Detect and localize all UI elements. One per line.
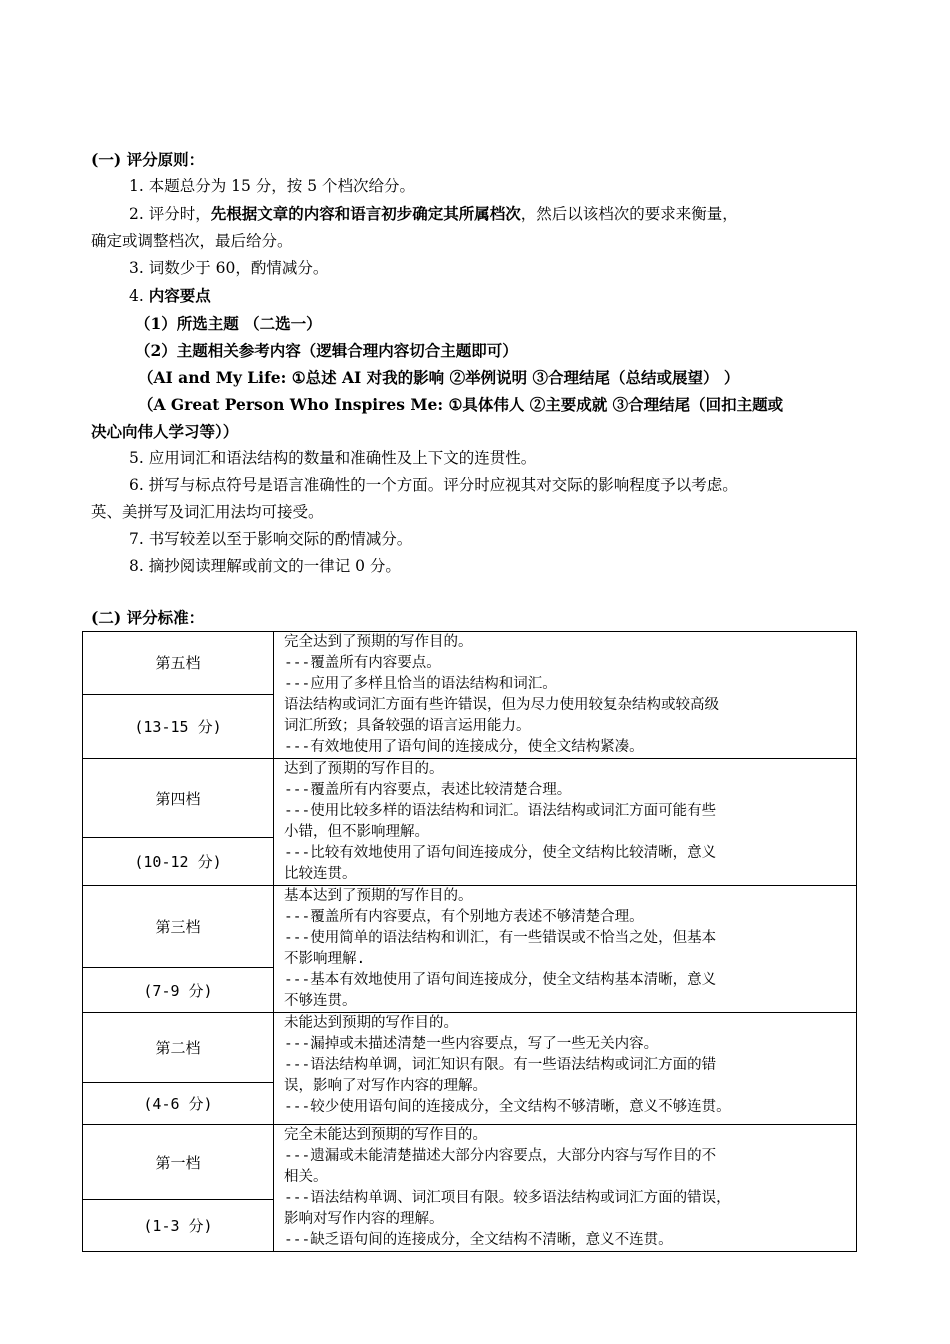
description-line: 未能达到预期的写作目的。 (284, 1015, 458, 1031)
description-line: ---较少使用语句间的连接成分，全文结构不够清晰，意义不够连贯。 (284, 1099, 731, 1115)
content-point-d: （A Great Person Who Inspires Me: ①具体伟人 ②主要成就 ③合理结尾（回扣主题或 (138, 395, 784, 414)
description-line: 语法结构或词汇方面有些许错误，但为尽力使用较复杂结构或较高级 (284, 697, 719, 713)
level-row (83, 1125, 857, 1200)
principle-4-num: 4. (129, 287, 149, 305)
level-score-range: (4-6 分) (83, 1083, 274, 1125)
description-line: 基本达到了预期的写作目的。 (284, 888, 473, 904)
level-row (83, 886, 857, 968)
content-point-d-cont: 决心向伟人学习等）） (91, 422, 239, 441)
level-row (83, 1013, 857, 1083)
description-line: ---漏掉或未描述清楚一些内容要点，写了一些无关内容。 (284, 1036, 659, 1052)
principle-4 (91, 282, 861, 310)
description-line: ---基本有效地使用了语句间连接成分，使全文结构基本清晰，意义 (284, 972, 717, 988)
description-line: ---遗漏或未能清楚描述大部分内容要点，大部分内容与写作目的不 (284, 1148, 717, 1164)
description-line: 词汇所致；具备较强的语言运用能力。 (284, 718, 531, 734)
principle-2 (91, 200, 861, 228)
level-name: 第三档 (83, 886, 274, 968)
principle-5: 5. 应用词汇和语法结构的数量和准确性及上下文的连贯性。 (129, 449, 537, 467)
level-row (83, 632, 857, 695)
level-score-range: (1-3 分) (83, 1200, 274, 1252)
principle-3: 3. 词数少于 60，酌情减分。 (129, 259, 329, 277)
principle-2-post: ，然后以该档次的要求来衡量， (520, 205, 738, 223)
description-line: 比较连贯。 (284, 866, 357, 882)
description-line: ---缺乏语句间的连接成分，全文结构不清晰，意义不连贯。 (284, 1232, 673, 1248)
level-description (274, 632, 857, 759)
principle-2-cont: 确定或调整档次，最后给分。 (91, 232, 293, 250)
scoring-standards-table (82, 631, 857, 1252)
level-name: 第五档 (83, 632, 274, 695)
level-description (274, 886, 857, 1013)
description-line: ---使用简单的语法结构和训汇，有一些错误或不恰当之处，但基本 (284, 930, 717, 946)
principle-2-bold: 先根据文章的内容和语言初步确定其所属档次 (210, 204, 521, 223)
description-line: 不够连贯。 (284, 993, 357, 1009)
level-description (274, 759, 857, 886)
principle-6: 6. 拼写与标点符号是语言准确性的一个方面。评分时应视其对交际的影响程度予以考虑。 (129, 476, 738, 494)
level-score-range: (7-9 分) (83, 968, 274, 1013)
description-line: 不影响理解. (284, 951, 366, 967)
principle-2-pre: 2. 评分时， (129, 205, 211, 223)
description-line: ---覆盖所有内容要点。 (284, 655, 441, 671)
section-2-title: (二) 评分标准： (91, 608, 205, 627)
description-line: ---语法结构单调，词汇知识有限。有一些语法结构或词汇方面的错 (284, 1057, 717, 1073)
level-score-range: (10-12 分) (83, 838, 274, 886)
level-score-range: (13-15 分) (83, 694, 274, 758)
description-line: 影响对写作内容的理解。 (284, 1211, 444, 1227)
content-point-b: （2）主题相关参考内容（逻辑合理内容切合主题即可） (135, 341, 518, 360)
description-line: 小错，但不影响理解。 (284, 824, 429, 840)
principle-8: 8. 摘抄阅读理解或前文的一律记 0 分。 (129, 557, 401, 575)
section-1-title: (一) 评分原则： (91, 150, 205, 169)
description-line: 达到了预期的写作目的。 (284, 761, 444, 777)
level-name: 第二档 (83, 1013, 274, 1083)
description-line: ---比较有效地使用了语句间连接成分，使全文结构比较清晰，意义 (284, 845, 717, 861)
content-point-a: （1）所选主题 （二选一） (135, 314, 322, 333)
description-line: 完全达到了预期的写作目的。 (284, 634, 473, 650)
content-point-c: （AI and My Life: ①总述 AI 对我的影响 ②举例说明 ③合理结尾（总结或展望） ） (138, 368, 740, 387)
description-line: 误，影响了对写作内容的理解。 (284, 1078, 487, 1094)
description-line: ---覆盖所有内容要点，有个别地方表述不够清楚合理。 (284, 909, 644, 925)
level-name: 第一档 (83, 1125, 274, 1200)
scoring-principles-section (91, 146, 861, 631)
level-name: 第四档 (83, 759, 274, 838)
principle-4-bold: 内容要点 (148, 286, 211, 305)
level-row (83, 759, 857, 838)
principle-7: 7. 书写较差以至于影响交际的酌情减分。 (129, 530, 413, 548)
description-line: ---覆盖所有内容要点，表述比较清楚合理。 (284, 782, 572, 798)
principle-1: 1. 本题总分为 15 分，按 5 个档次给分。 (129, 177, 416, 195)
description-line: 相关。 (284, 1169, 328, 1185)
description-line: 完全未能达到预期的写作目的。 (284, 1127, 487, 1143)
level-description (274, 1013, 857, 1125)
description-line: ---应用了多样且恰当的语法结构和词汇。 (284, 676, 557, 692)
principle-6-cont: 英、美拼写及词汇用法均可接受。 (91, 503, 324, 521)
description-line: ---使用比较多样的语法结构和词汇。语法结构或词汇方面可能有些 (284, 803, 717, 819)
description-line: ---语法结构单调、词汇项目有限。较多语法结构或词汇方面的错误， (284, 1190, 731, 1206)
description-line: ---有效地使用了语句间的连接成分，使全文结构紧凑。 (284, 739, 644, 755)
level-description (274, 1125, 857, 1252)
